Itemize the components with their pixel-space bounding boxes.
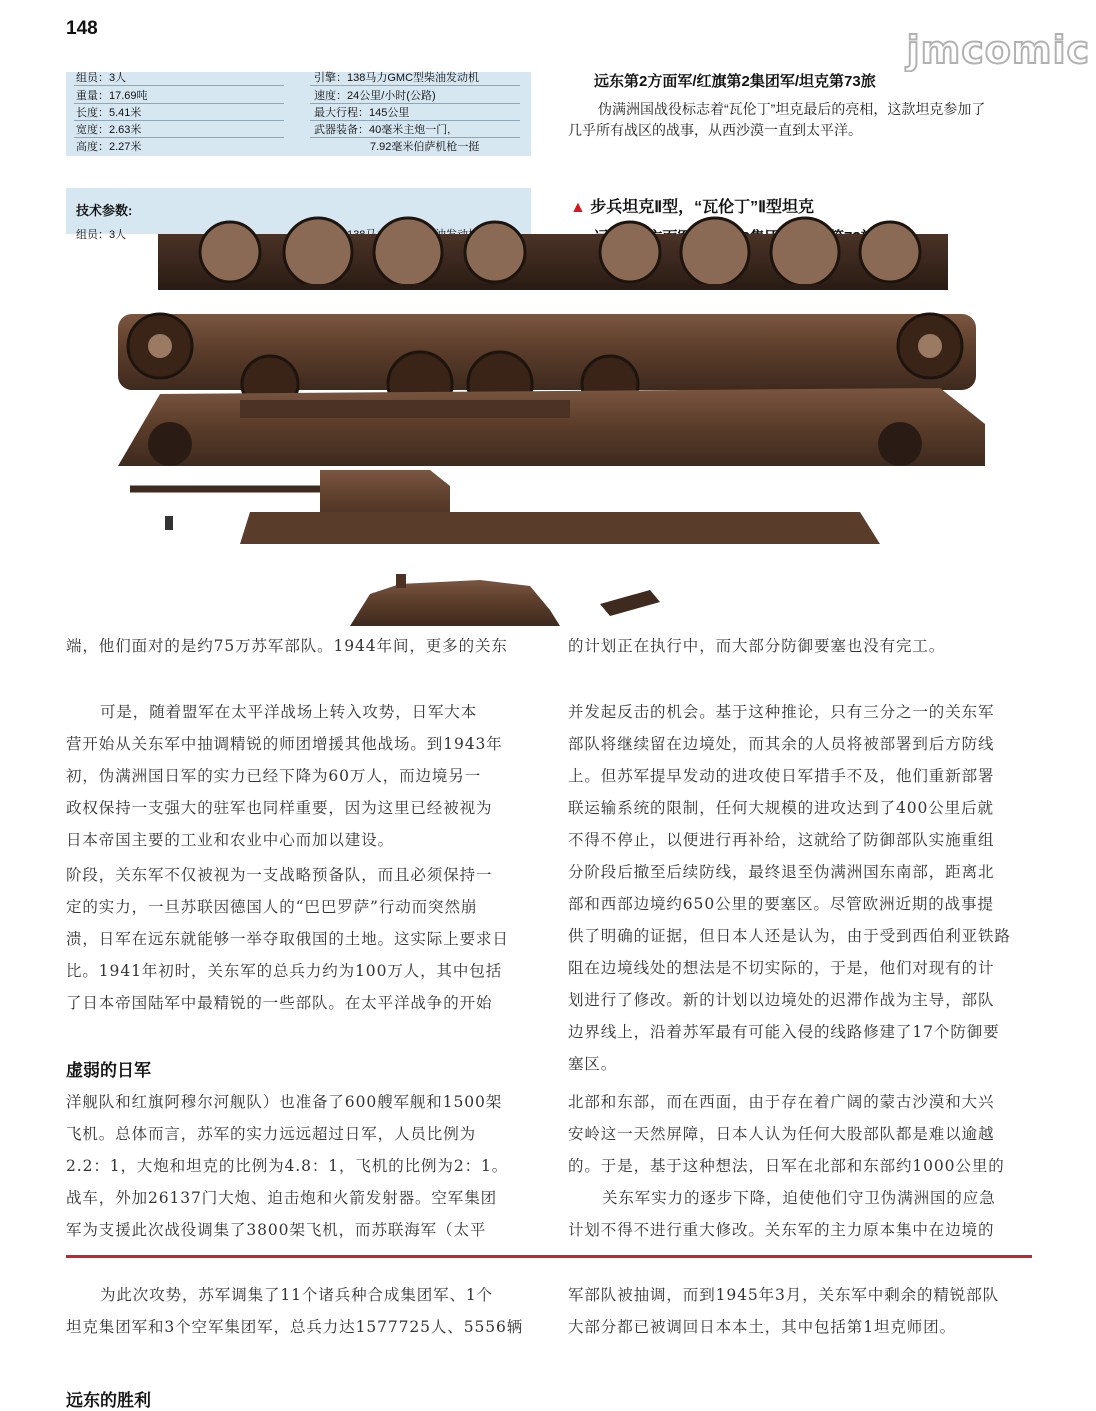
- tank-slice-turret: [130, 468, 880, 546]
- left-paragraph-1: [66, 696, 536, 856]
- text-line: 不得不停止，以便进行再补给，这就给了防御部队实施重组: [568, 831, 995, 849]
- text-line: 阶段，关东军不仅被视为一支战略预备队，而且必须保持一: [66, 866, 493, 884]
- text-line: 政权保持一支强大的驻军也同样重要，因为这里已经被视为: [66, 799, 493, 817]
- text-line: 上。但苏军提早发动的进攻使日军措手不及，他们重新部署: [568, 767, 995, 785]
- text-line: 边界线上，沿着苏军最有可能入侵的线路修建了17个防御要: [568, 1023, 1000, 1041]
- right-paragraph-1: [568, 696, 1032, 1080]
- spec-length: 长度：5.41米: [76, 107, 142, 119]
- right-paragraph-2: [568, 1086, 1032, 1182]
- text-line: 北部和东部，而在西面，由于存在着广阔的蒙古沙漠和大兴: [568, 1093, 995, 1111]
- spec-crew: 组员：3人: [76, 229, 127, 241]
- right-paragraph-3: [568, 1182, 1032, 1246]
- text-line: 初，伪满洲国日军的实力已经下降为60万人，而边境另一: [66, 767, 482, 785]
- text-line: 计划不得不进行重大修改。关东军的主力原本集中在边境的: [568, 1221, 995, 1239]
- text-line: 关东军实力的逐步下降，迫使他们守卫伪满洲国的应急: [602, 1189, 996, 1207]
- text-line: 部和西部边境约650公里的要塞区。尽管欧洲近期的战事提: [568, 895, 994, 913]
- text-line: 联运输系统的限制，任何大规模的进攻达到了400公里后就: [568, 799, 994, 817]
- caption-text-line1: 伪满洲国战役标志着“瓦伦丁”坦克最后的亮相，这款坦克参加了: [598, 101, 986, 117]
- caption-unit-line: 远东第2方面军/红旗第2集团军/坦克第73旅: [594, 73, 876, 90]
- text-line: 并发起反击的机会。基于这种推论，只有三分之一的关东军: [568, 703, 995, 721]
- spec-weight: 重量：17.69吨: [76, 90, 148, 102]
- caption-text-line2: 几乎所有战区的战事，从西沙漠一直到太平洋。: [568, 122, 862, 138]
- text-line: 洋舰队和红旗阿穆尔河舰队）也准备了600艘军舰和1500架: [66, 1093, 503, 1111]
- section-heading-weak-japanese: 虚弱的日军: [66, 1061, 151, 1080]
- text-line: 为此次攻势，苏军调集了11个诸兵种合成集团军、1个: [100, 1286, 494, 1304]
- text-line: 2.2：1，大炮和坦克的比例为4.8：1，飞机的比例为2：1。: [66, 1157, 509, 1175]
- tank-slice-fragment: [350, 574, 660, 626]
- watermark-logo: jmcomic: [906, 28, 1090, 72]
- text-line: 划进行了修改。新的计划以边境处的迟滞作战为主导，部队: [568, 991, 995, 1009]
- spec-speed: 速度：24公里/小时(公路): [314, 90, 436, 102]
- page-number: 148: [66, 18, 98, 39]
- red-triangle-icon: ▲: [570, 199, 591, 216]
- text-line: 分阶段后撤至后续防线，最终退至伪满洲国东南部，距离北: [568, 863, 995, 881]
- left-line-a: 端，他们面对的是约75万苏军部队。1944年间，更多的关东: [66, 637, 508, 655]
- left-paragraph-2: [66, 859, 536, 1019]
- tank-slice-hull: [118, 388, 985, 466]
- spec-crew-partial: 组员：3人: [76, 72, 127, 84]
- text-line: 坦克集团军和3个空军集团军，总兵力达1577725人、5556辆: [66, 1318, 524, 1336]
- left-paragraph-4: [66, 1279, 536, 1336]
- spec-height: 高度：2.27米: [76, 141, 142, 153]
- text-line: 营开始从关东军中抽调精锐的师团增援其他战场。到1943年: [66, 735, 503, 753]
- text-line: 可是，随着盟军在太平洋战场上转入攻势，日军大本: [100, 703, 478, 721]
- left-paragraph-3: [66, 1086, 536, 1246]
- spec-title: 技术参数:: [76, 203, 133, 218]
- caption-title-text: 步兵坦克Ⅱ型，“瓦伦丁”Ⅱ型坦克: [590, 199, 815, 216]
- right-line-a: 的计划正在执行中，而大部分防御要塞也没有完工。: [568, 637, 946, 655]
- text-line: 溃，日军在远东就能够一举夺取俄国的土地。这实际上要求日: [66, 930, 509, 948]
- text-line: 战车，外加26137门大炮、迫击炮和火箭发射器。空军集团: [66, 1189, 498, 1207]
- right-paragraph-4: [568, 1279, 1032, 1336]
- spec-box-top: [66, 72, 531, 156]
- spec-engine-partial: 引擎：138马力GMC型柴油发动机: [314, 72, 480, 84]
- spec-armament-2: 7.92毫米伯萨机枪一挺: [370, 141, 480, 153]
- text-line: 塞区。: [568, 1055, 618, 1073]
- spec-range: 最大行程：145公里: [314, 107, 410, 119]
- text-line: 军为支援此次战役调集了3800架飞机，而苏联海军（太平: [66, 1221, 487, 1239]
- text-line: 大部分都已被调回日本本土，其中包括第1坦克师团。: [568, 1318, 956, 1336]
- text-line: 飞机。总体而言，苏军的实力远远超过日军，人员比例为: [66, 1125, 477, 1143]
- red-divider: [66, 1255, 1032, 1258]
- text-line: 安岭这一天然屏障，日本人认为任何大股部队都是难以逾越: [568, 1125, 995, 1143]
- text-line: 的。于是，基于这种想法，日军在北部和东部约1000公里的: [568, 1157, 1005, 1175]
- spec-width: 宽度：2.63米: [76, 124, 142, 136]
- spec-armament: 武器装备：40毫米主炮一门,: [314, 124, 451, 136]
- text-line: 军部队被抽调，而到1945年3月，关东军中剩余的精锐部队: [568, 1286, 1000, 1304]
- caption-title: [570, 194, 1010, 218]
- text-line: 供了明确的证据，但日本人还是认为，由于受到西伯利亚铁路: [568, 927, 1011, 945]
- tank-illustration: [0, 234, 1096, 626]
- text-line: 部队将继续留在边境处，而其余的人员将被部署到后方防线: [568, 735, 995, 753]
- text-line: 比。1941年初时，关东军的总兵力约为100万人，其中包括: [66, 962, 503, 980]
- text-line: 了日本帝国陆军中最精锐的一些部队。在太平洋战争的开始: [66, 994, 493, 1012]
- text-line: 日本帝国主要的工业和农业中心而加以建设。: [66, 831, 395, 849]
- section-heading-far-east-victory: 远东的胜利: [66, 1391, 151, 1410]
- text-line: 阻在边境线处的想法是不切实际的，于是，他们对现有的计: [568, 959, 995, 977]
- text-line: 定的实力，一旦苏联因德国人的“巴巴罗萨”行动而突然崩: [66, 898, 478, 916]
